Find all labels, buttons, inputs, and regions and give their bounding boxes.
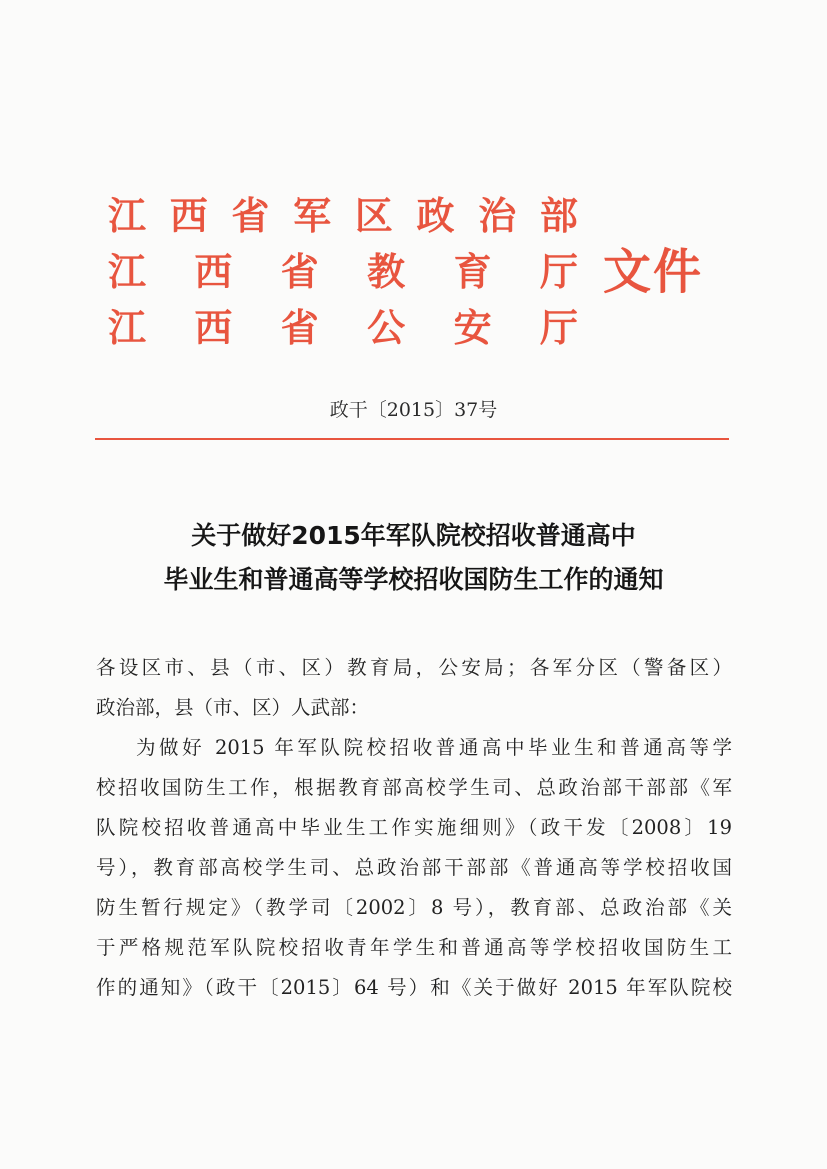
issuer-char: 安	[453, 306, 492, 350]
issuer-char: 西	[194, 306, 233, 350]
body-line: 号），教育部高校学生司、总政治部干部部《普通高等学校招收国	[96, 856, 732, 879]
document-suffix: 文件	[603, 244, 704, 300]
issuer-char: 省	[231, 194, 270, 238]
body-line: 政治部，县（市、区）人武部：	[96, 696, 370, 719]
body-line: 队院校招收普通高中毕业生工作实施细则》（政干发〔2008〕19	[96, 816, 732, 839]
issuer-char: 军	[293, 194, 332, 238]
body-line: 各设区市、县（市、区）教育局，公安局；各军分区（警备区）	[96, 656, 732, 679]
body-line: 于严格规范军队院校招收青年学生和普通高等学校招收国防生工	[96, 936, 732, 959]
issuer-char: 公	[367, 306, 406, 350]
issuer-char: 治	[478, 194, 517, 238]
body-line: 防生暂行规定》（教学司〔2002〕8 号），教育部、总政治部《关	[96, 896, 732, 919]
issuer-char: 部	[539, 194, 578, 238]
issuer-education-dept	[108, 249, 578, 295]
issuer-char: 厅	[539, 306, 578, 350]
red-divider	[95, 438, 729, 440]
document-number: 政干〔2015〕37号	[329, 399, 498, 421]
issuer-char: 省	[280, 306, 319, 350]
issuer-char: 厅	[539, 250, 578, 294]
issuer-char: 江	[108, 194, 147, 238]
document-title-line-2: 毕业生和普通高等学校招收国防生工作的通知	[163, 565, 664, 594]
body-line: 校招收国防生工作，根据教育部高校学生司、总政治部干部部《军	[96, 776, 732, 799]
issuer-char: 江	[108, 306, 147, 350]
issuer-char: 省	[280, 250, 319, 294]
issuer-char: 西	[194, 250, 233, 294]
issuer-char: 育	[453, 250, 492, 294]
issuer-char: 区	[354, 194, 393, 238]
body-line: 作的通知》（政干〔2015〕64 号）和《关于做好 2015 年军队院校	[96, 976, 732, 999]
document-body	[96, 648, 732, 1008]
issuer-char: 教	[367, 250, 406, 294]
issuer-military-political-dept	[108, 193, 578, 239]
issuer-char: 政	[416, 194, 455, 238]
issuer-public-security-dept	[108, 305, 578, 351]
issuer-char: 江	[108, 250, 147, 294]
issuer-char: 西	[169, 194, 208, 238]
body-line: 为做好 2015 年军队院校招收普通高中毕业生和普通高等学	[136, 736, 732, 759]
document-title-line-1: 关于做好2015年军队院校招收普通高中	[191, 521, 636, 550]
